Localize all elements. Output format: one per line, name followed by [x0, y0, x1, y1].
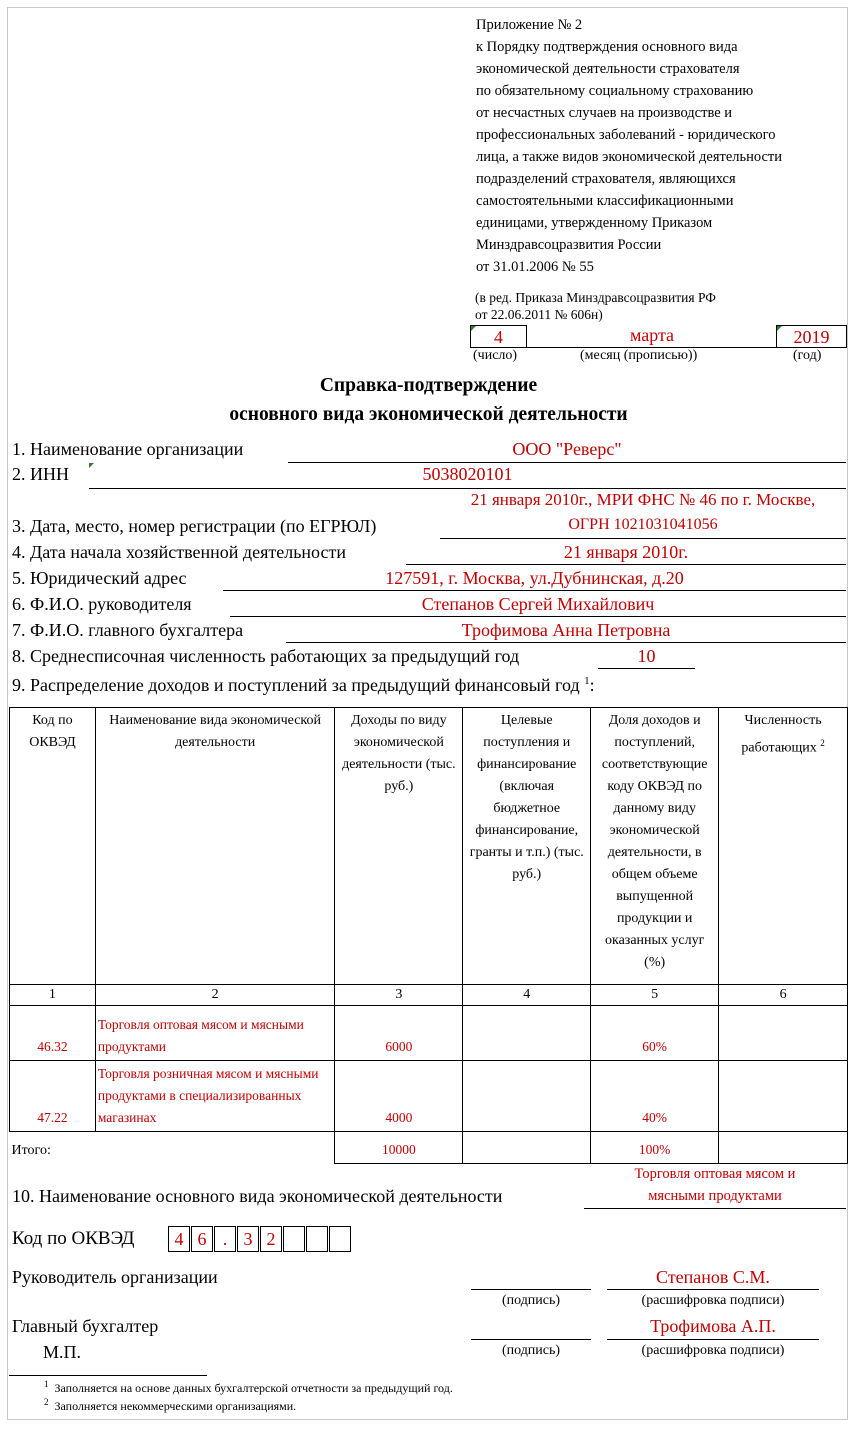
- field-9-colon: :: [589, 675, 595, 695]
- header-staff-footnote-ref: 2: [820, 738, 825, 748]
- header-staff: [719, 708, 848, 985]
- field-9-label: [12, 675, 595, 696]
- okved-digit-box[interactable]: 2: [260, 1226, 282, 1252]
- field-8-label: 8. Среднесписочная численность работающих за предыдущий год: [12, 646, 520, 666]
- okved-digit-box[interactable]: [329, 1226, 351, 1252]
- field-2-label: 2. ИНН: [12, 464, 69, 484]
- row-1-code[interactable]: 46.32: [10, 1006, 96, 1061]
- footnote-1-text: Заполняется на основе данных бухгалтерской отчетности за предыдущий год.: [54, 1381, 453, 1395]
- row-2-activity[interactable]: Торговля розничная мясом и мясными продуктами в специализированных магазинах: [95, 1061, 335, 1132]
- field-3-underline: [440, 538, 846, 539]
- date-day-value: 4: [494, 327, 503, 347]
- footnote-1-number: 1: [44, 1379, 49, 1389]
- field-2-value[interactable]: 5038020101: [422, 464, 513, 484]
- row-2-code[interactable]: 47.22: [10, 1061, 96, 1132]
- okved-digit-box[interactable]: [306, 1226, 328, 1252]
- accountant-name[interactable]: Трофимова А.П.: [650, 1316, 776, 1336]
- head-name-line: [607, 1289, 819, 1290]
- field-10-label: 10. Наименование основного вида экономической деятельности: [12, 1186, 503, 1206]
- appendix-line: лица, а также видов экономической деятельности: [476, 149, 783, 165]
- col-number: 3: [335, 985, 463, 1006]
- total-income[interactable]: 10000: [335, 1132, 463, 1164]
- field-8-value[interactable]: 10: [637, 646, 656, 666]
- col-number: 4: [463, 985, 591, 1006]
- okved-digit-box[interactable]: 4: [168, 1226, 190, 1252]
- header-income: Доходы по виду экономической деятельности (тыс. руб.): [335, 708, 463, 985]
- header-staff-text: Численность работающих: [741, 713, 822, 756]
- col-number: 5: [591, 985, 719, 1006]
- appendix-line: от несчастных случаев на производстве и: [476, 105, 733, 121]
- head-signature-caption: (подпись): [501, 1293, 561, 1308]
- row-1-income[interactable]: 6000: [335, 1006, 463, 1061]
- footnote-2-text: Заполняется некоммерческими организациями.: [54, 1399, 297, 1413]
- stamp-label: М.П.: [43, 1342, 82, 1362]
- head-decode-caption: (расшифровка подписи): [641, 1293, 785, 1308]
- field-5-underline: [223, 590, 846, 591]
- total-label: Итого:: [10, 1132, 335, 1164]
- row-1-activity[interactable]: Торговля оптовая мясом и мясными продуктами: [95, 1006, 335, 1061]
- field-3-value-line-1[interactable]: 21 января 2010г., МРИ ФНС № 46 по г. Москве,: [470, 490, 816, 509]
- field-6-underline: [230, 616, 846, 617]
- appendix-line: Минздравсоцразвития России: [476, 237, 662, 253]
- footnote-1: [44, 1379, 453, 1396]
- field-7-underline: [286, 642, 846, 643]
- total-staff[interactable]: [719, 1132, 848, 1164]
- field-6-value[interactable]: Степанов Сергей Михайлович: [421, 594, 655, 614]
- row-2-staff[interactable]: [719, 1061, 848, 1132]
- appendix-line: профессиональных заболеваний - юридического: [476, 127, 776, 143]
- field-1-underline: [288, 462, 846, 463]
- date-year-caption: (год): [793, 348, 822, 363]
- accountant-name-line: [607, 1339, 819, 1340]
- amendment-note: [475, 289, 716, 323]
- footnote-separator: [9, 1375, 207, 1376]
- header-target-funding: Целевые поступления и финансирование (включая бюджетное финансирование, гранты и т.п.) (тыс. руб.): [463, 708, 591, 985]
- row-1-share[interactable]: 60%: [591, 1006, 719, 1061]
- appendix-line: самостоятельными классификационными: [476, 193, 734, 209]
- row-2-income[interactable]: 4000: [335, 1061, 463, 1132]
- okved-digit-box[interactable]: 6: [191, 1226, 213, 1252]
- field-4-underline: [406, 564, 846, 565]
- header-activity-name: Наименование вида экономической деятельности: [95, 708, 335, 985]
- okved-digit-box[interactable]: [283, 1226, 305, 1252]
- field-4-value[interactable]: 21 января 2010г.: [563, 542, 689, 562]
- head-name[interactable]: Степанов С.М.: [656, 1267, 770, 1287]
- field-4-label: 4. Дата начала хозяйственной деятельности: [12, 542, 346, 562]
- field-10-underline: [584, 1208, 846, 1209]
- appendix-line: от 31.01.2006 № 55: [476, 259, 594, 275]
- appendix-line: подразделений страхователя, являющихся: [476, 171, 736, 187]
- appendix-line: по обязательному социальному страхованию: [476, 83, 754, 99]
- col-number: 1: [10, 985, 96, 1006]
- total-share[interactable]: 100%: [591, 1132, 719, 1164]
- head-label: Руководитель организации: [12, 1267, 218, 1287]
- appendix-line: Приложение № 2: [476, 17, 583, 33]
- appendix-line: единицами, утвержденному Приказом: [476, 215, 713, 231]
- table-header-row: [10, 708, 848, 985]
- field-9-footnote-ref: 1: [584, 675, 590, 687]
- okved-digit-box[interactable]: 3: [237, 1226, 259, 1252]
- okved-label: Код по ОКВЭД: [12, 1228, 135, 1249]
- field-8-underline: [598, 668, 695, 669]
- accountant-decode-caption: (расшифровка подписи): [641, 1343, 785, 1358]
- field-10-value-line-2[interactable]: мясными продуктами: [648, 1188, 782, 1204]
- accountant-signature-line[interactable]: [471, 1339, 591, 1340]
- field-2-underline: [89, 488, 846, 489]
- row-2-target[interactable]: [463, 1061, 591, 1132]
- table-row: [10, 1006, 848, 1061]
- row-1-target[interactable]: [463, 1006, 591, 1061]
- table-total-row: [10, 1132, 848, 1164]
- field-7-value[interactable]: Трофимова Анна Петровна: [461, 620, 671, 640]
- field-1-value[interactable]: ООО "Реверс": [512, 439, 622, 459]
- head-signature-line[interactable]: [471, 1289, 591, 1290]
- date-month-caption: (месяц (прописью)): [580, 348, 698, 363]
- field-7-label: 7. Ф.И.О. главного бухгалтера: [12, 620, 244, 640]
- footnote-2-number: 2: [44, 1397, 49, 1407]
- field-1-label: 1. Наименование организации: [12, 439, 244, 459]
- field-5-value[interactable]: 127591, г. Москва, ул.Дубнинская, д.20: [385, 568, 684, 588]
- field-5-label: 5. Юридический адрес: [12, 568, 187, 588]
- col-number: 6: [719, 985, 848, 1006]
- amendment-line-2: от 22.06.2011 № 606н): [475, 307, 603, 322]
- okved-digit-box[interactable]: .: [214, 1226, 236, 1252]
- amendment-line-1: (в ред. Приказа Минздравсоцразвития РФ: [475, 290, 716, 305]
- row-2-share[interactable]: 40%: [591, 1061, 719, 1132]
- field-3-label: 3. Дата, место, номер регистрации (по ЕГРЮЛ): [12, 516, 377, 536]
- date-day-field[interactable]: [470, 325, 527, 348]
- field-9-text: 9. Распределение доходов и поступлений за предыдущий финансовый год: [12, 675, 580, 695]
- table-row: [10, 1061, 848, 1132]
- accountant-signature-caption: (подпись): [501, 1343, 561, 1358]
- field-3-value-line-2[interactable]: ОГРН 1021031041056: [568, 516, 718, 533]
- date-month-value[interactable]: марта: [629, 325, 675, 345]
- header-income-share: Доля доходов и поступлений, соответствующие коду ОКВЭД по данному виду экономической деятельности, в общем объеме выпущенной продукции и оказанных услуг (%): [591, 708, 719, 985]
- header-okved-code: Код по ОКВЭД: [10, 708, 96, 985]
- footnote-2: [44, 1397, 296, 1414]
- date-year-field[interactable]: [776, 325, 847, 348]
- appendix-block: [476, 14, 782, 278]
- accountant-label: Главный бухгалтер: [12, 1316, 159, 1336]
- field-6-label: 6. Ф.И.О. руководителя: [12, 594, 192, 614]
- appendix-line: к Порядку подтверждения основного вида: [476, 39, 738, 55]
- income-table: [9, 707, 848, 1164]
- table-column-numbers: [10, 985, 848, 1006]
- col-number: 2: [95, 985, 335, 1006]
- document-title: Справка-подтверждение: [319, 375, 538, 396]
- date-year-value: 2019: [793, 327, 830, 347]
- field-10-value-line-1[interactable]: Торговля оптовая мясом и: [634, 1166, 796, 1182]
- appendix-line: экономической деятельности страхователя: [476, 61, 740, 77]
- document-subtitle: основного вида экономической деятельности: [229, 404, 628, 425]
- date-day-caption: (число): [473, 348, 518, 363]
- total-target[interactable]: [463, 1132, 591, 1164]
- row-1-staff[interactable]: [719, 1006, 848, 1061]
